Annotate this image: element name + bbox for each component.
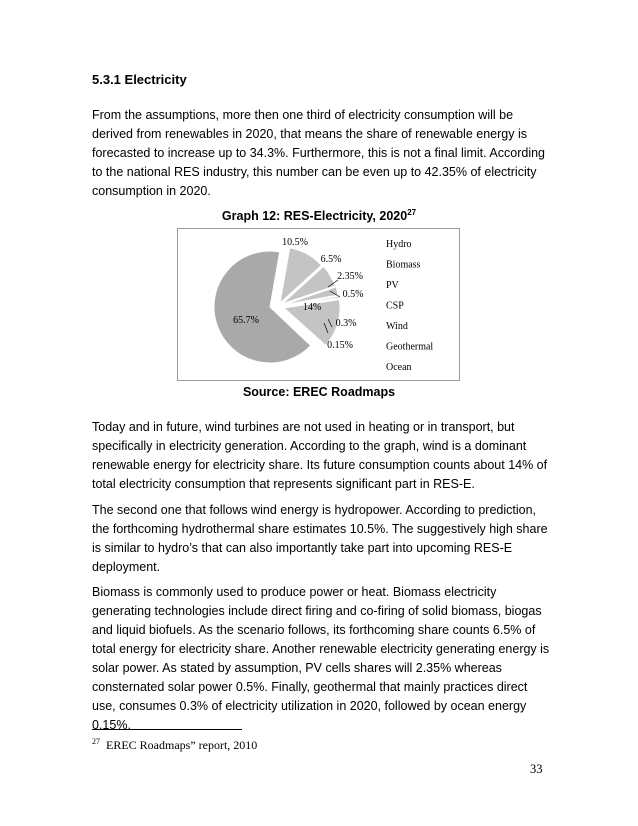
section-title: 5.3.1 Electricity: [92, 72, 187, 87]
graph-title: [0, 208, 638, 223]
data-label-5: 0.3%: [335, 318, 357, 329]
footnote-ref: 27: [92, 737, 100, 746]
data-label-6: 0.15%: [327, 340, 353, 351]
chart-source: Source: EREC Roadmaps: [242, 385, 396, 399]
legend-item-biomass: Biomass: [386, 259, 421, 271]
paragraph-biomass: Biomass is commonly used to produce power or heat. Biomass electricity generating technologies include direct firing and co-firing of solid biomass, biogas and liquid biofuels. As the scenario follows, its forthcoming share counts 6.5% of total energy for electricity share. Another renewable electricity generating energy is solar power. As stated by assumption, PV cells shares will 2.35% whereas consternated solar power 0.5%. Finally, geothermal that mainly practices direct use, consumes 0.3% of electricity utilization in 2020, followed by ocean energy 0.15%.: [92, 585, 550, 732]
data-label-2: 2.35%: [337, 271, 363, 282]
page-number: 33: [530, 762, 543, 776]
footnote: [92, 737, 257, 753]
paragraph-wind: Today and in future, wind turbines are not used in heating or in transport, but specifically in electricity generation. According to the graph, wind is a dominant renewable energy for electricity share. Its future consumption counts about 14% of total electricity consumption that represents significant part in RES-E.: [92, 420, 548, 491]
data-label-3: 0.5%: [342, 289, 364, 300]
data-label-1: 6.5%: [320, 254, 342, 265]
graph-title-footnote-ref: 27: [407, 208, 417, 217]
paragraph-hydro: The second one that follows wind energy is hydropower. According to prediction, the forthcoming hydrothermal share estimates 10.5%. The suggestively high share is similar to hydro’s that can also importantly take part into upcoming RES-E deployment.: [92, 503, 548, 574]
legend-item-hydro: Hydro: [386, 239, 412, 250]
footnote-text: EREC Roadmaps” report, 2010: [106, 738, 258, 752]
legend-item-ocean: Ocean: [386, 362, 412, 373]
graph-title-text: Graph 12: RES-Electricity, 2020: [221, 209, 408, 224]
data-label-7: 65.7%: [233, 315, 259, 326]
legend-item-wind: Wind: [386, 321, 408, 332]
data-label-0: 10.5%: [282, 237, 308, 248]
pie-chart: [178, 229, 459, 380]
legend-item-geothermal: Geothermal: [386, 341, 434, 353]
legend-item-pv: PV: [386, 280, 399, 291]
legend-item-csp: CSP: [386, 300, 404, 312]
paragraph-intro: From the assumptions, more then one third of electricity consumption will be derived from renewables in 2020, that means the share of renewable energy is forecasted to increase up to 34.3%. Furthermore, this is not a final limit. According to the national RES industry, this number can be even up to 42.35% of electricity consumption in 2020.: [92, 108, 545, 198]
chart-frame: [177, 228, 460, 381]
footnote-divider: [92, 729, 242, 730]
data-label-4: 14%: [302, 302, 322, 313]
